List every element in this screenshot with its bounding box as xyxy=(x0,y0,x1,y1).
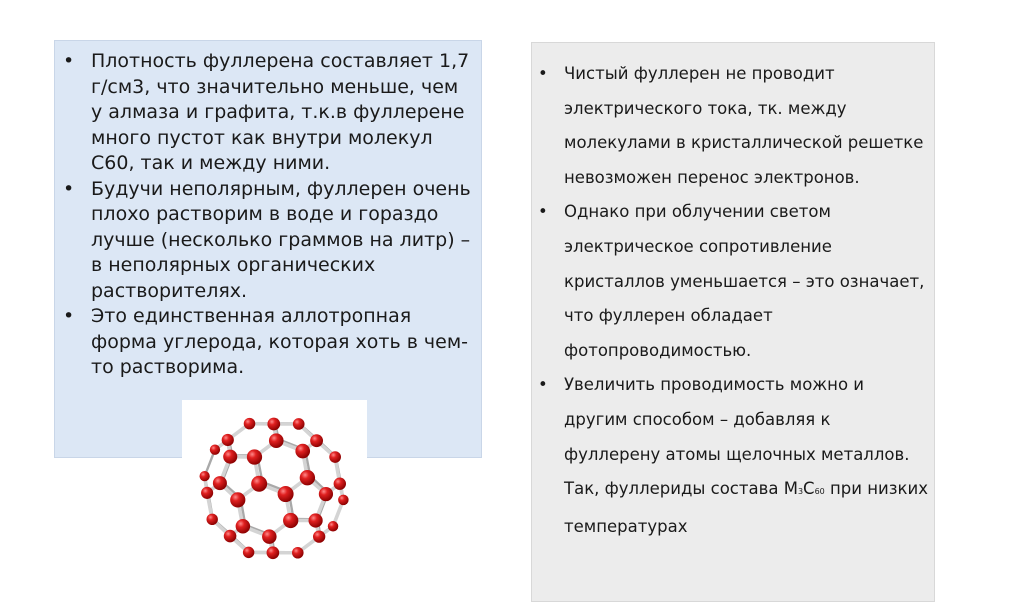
carbon-atom xyxy=(230,492,245,507)
carbon-atom xyxy=(292,547,304,559)
left-bullet-list xyxy=(61,49,471,381)
list-item: • Чистый фуллерен не проводит электрического тока, тк. между молекулами в кристаллической решетке невозможен перенос электронов. xyxy=(536,57,930,195)
carbon-atom xyxy=(262,529,277,544)
carbon-atom xyxy=(293,418,305,430)
carbon-atom xyxy=(251,476,267,492)
carbon-atom xyxy=(236,519,250,533)
carbon-atom xyxy=(224,530,237,543)
right-text-box xyxy=(531,42,935,602)
carbon-atom xyxy=(243,547,254,558)
carbon-atom xyxy=(269,433,284,448)
bullet-icon: • xyxy=(538,195,548,230)
list-item: • Плотность фуллерена составляет 1,7 г/см3, что значительно меньше, чем у алмаза и графита, т.к.в фуллерене много пустот как внутри молекул С60, так и между ними. xyxy=(61,49,471,177)
carbon-atom xyxy=(223,450,237,464)
fullerene-c60-molecule-icon xyxy=(182,400,367,576)
carbon-atom xyxy=(247,449,262,464)
carbon-atom xyxy=(329,451,341,463)
carbon-atom xyxy=(244,418,256,430)
carbon-atom xyxy=(334,478,346,490)
list-item: • Однако при облучении светом электрическое сопротивление кристаллов уменьшается – это означает, что фуллерен обладает фотопроводимостью. xyxy=(536,195,930,368)
carbon-atom xyxy=(310,434,323,447)
carbon-atom xyxy=(267,546,280,559)
list-item: • Будучи неполярным, фуллерен очень плохо растворим в воде и гораздо лучше (несколько граммов на литр) – в неполярных органических растворителях. xyxy=(61,177,471,305)
bullet-icon: • xyxy=(538,368,548,403)
bullet-icon: • xyxy=(538,57,548,92)
carbon-atom xyxy=(206,514,217,525)
left-text-box xyxy=(54,40,482,458)
carbon-atom xyxy=(295,444,310,459)
carbon-atom xyxy=(210,445,220,455)
list-item: • Увеличить проводимость можно и другим способом – добавляя к фуллерену атомы щелочных металлов. Так, фуллериды состава M3C60 при низких температурах xyxy=(536,368,930,544)
carbon-atom xyxy=(200,471,210,481)
bullet-icon: • xyxy=(63,49,74,75)
carbon-atom xyxy=(278,486,294,502)
carbon-atom xyxy=(222,434,234,446)
carbon-atom xyxy=(309,513,323,527)
bullet-icon: • xyxy=(63,177,74,203)
bullet-icon: • xyxy=(63,304,74,330)
carbon-atom xyxy=(300,470,315,485)
right-bullet-list xyxy=(536,57,930,544)
carbon-atom xyxy=(267,418,280,431)
fulleride-formula: M3C60 xyxy=(784,479,825,498)
list-item: • Это единственная аллотропная форма углерода, которая хоть в чем-то растворима. xyxy=(61,304,471,381)
carbon-atom xyxy=(313,530,325,542)
carbon-atom xyxy=(283,513,298,528)
fullerene-molecule-image xyxy=(182,400,367,576)
carbon-atom xyxy=(338,495,349,506)
carbon-atom xyxy=(328,521,338,531)
carbon-atom xyxy=(213,476,227,490)
carbon-atom xyxy=(319,487,333,501)
carbon-atom xyxy=(201,487,213,499)
